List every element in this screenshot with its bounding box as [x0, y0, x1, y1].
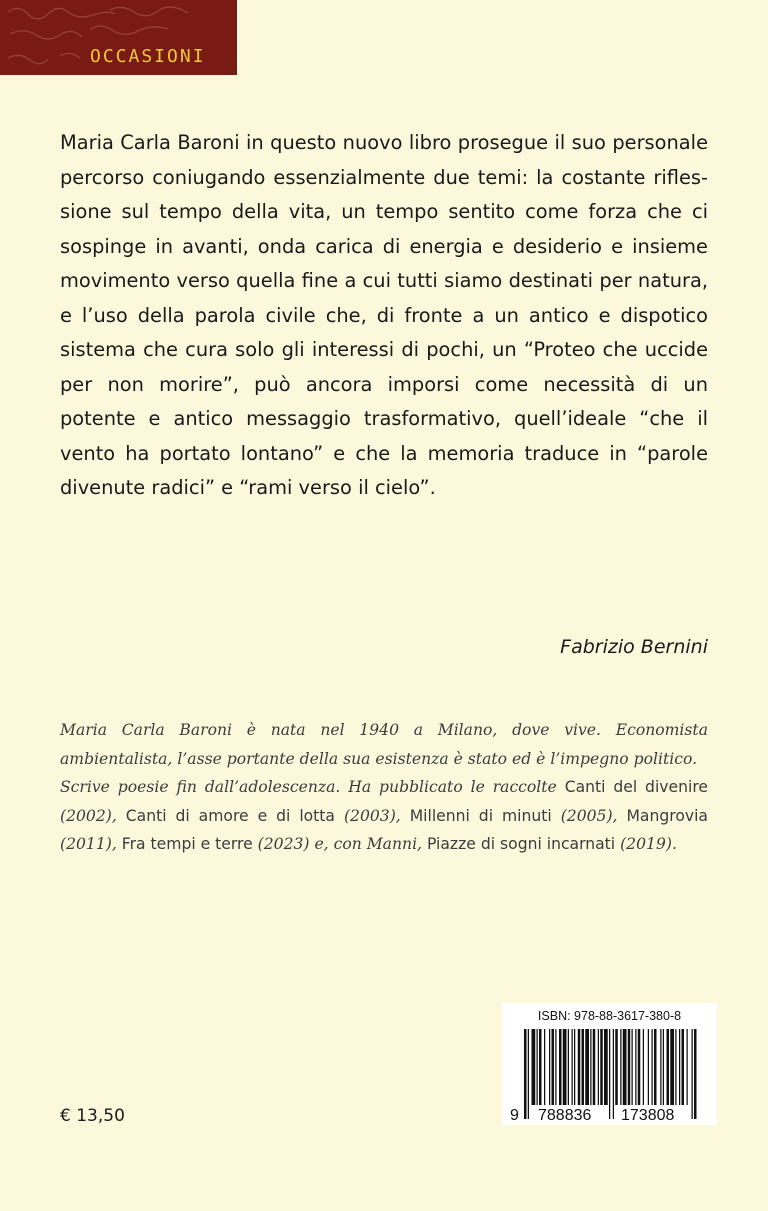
barcode-bar — [544, 1029, 545, 1105]
barcode-bar — [660, 1029, 661, 1105]
book-title: Fra tempi e terre — [121, 835, 253, 853]
barcode-bar — [582, 1029, 585, 1105]
barcode-bar — [692, 1029, 693, 1119]
barcode-bar — [652, 1029, 653, 1105]
barcode-bar — [675, 1029, 676, 1105]
barcode-bar — [590, 1029, 591, 1105]
price: € 13,50 — [60, 1106, 125, 1126]
book-title: Piazze di sogni incarnati — [426, 835, 616, 853]
barcode-bar — [532, 1029, 536, 1105]
barcode-bar — [598, 1029, 599, 1105]
book-title: Millenni di minuti — [409, 806, 552, 825]
barcode-bar — [694, 1029, 697, 1119]
book-title: Canti del divenire — [564, 778, 708, 796]
barcode-bar — [667, 1029, 670, 1105]
barcode-bar — [539, 1029, 542, 1105]
book-year: (2023) e, con Manni, — [252, 835, 427, 853]
isbn-barcode — [502, 1003, 717, 1125]
barcode-bar — [654, 1029, 657, 1105]
barcode-bar — [585, 1029, 589, 1105]
barcode-bar — [670, 1029, 674, 1105]
barcode-bar — [578, 1029, 581, 1105]
series-label: OCCASIONI — [90, 46, 206, 67]
barcode-bar — [604, 1029, 608, 1105]
book-year: (2002), — [60, 806, 126, 825]
barcode-bar — [572, 1029, 573, 1105]
book-title: Canti di amore e di lotta — [125, 806, 335, 825]
barcode-bar — [613, 1029, 614, 1119]
ean-left-group: 788836 — [538, 1107, 592, 1124]
series-banner — [0, 0, 237, 75]
book-year: (2003), — [334, 806, 410, 825]
author-bio — [60, 716, 708, 859]
barcode-bar — [574, 1029, 575, 1105]
barcode-bar — [663, 1029, 664, 1105]
barcode-bar — [632, 1029, 633, 1105]
book-title: Mangrovia — [626, 806, 708, 825]
barcode-bar — [687, 1029, 688, 1105]
isbn-label: ISBN: 978-88-3617-380-8 — [537, 1009, 682, 1023]
barcode-bar — [568, 1029, 569, 1105]
barcode-bar — [648, 1029, 649, 1105]
barcode-bar — [635, 1029, 636, 1105]
bio-publications-intro: Scrive poesie fin dall’adolescenza. Ha pubblicato le raccolte — [60, 778, 565, 796]
barcode-bar — [528, 1029, 529, 1119]
back-cover-blurb: Maria Carla Baroni in questo nuovo libro prosegue il suo personale percorso coniugando essenzialmente due temi: la costante rifles-sione sul tempo della vita, un tempo sentito come forza che ci sospinge in avanti, onda carica di energia e desiderio e insieme movimento verso quella fine a cui tutti siamo destinati per natura, e l’uso della parola civile che, di fronte a un antico e dispotico sistema che cura solo gli interessi di pochi, un “Proteo che uccide per non morire”, può ancora imporsi come necessità di un potente e antico messaggio trasformativo, quell’ideale “che il vento ha portato lontano” e che la memoria traduce in “parole divenute radici” e “rami verso il cielo”. — [60, 131, 708, 499]
book-year: (2005), — [551, 806, 627, 825]
barcode-bar — [555, 1029, 556, 1105]
barcode-bar — [679, 1029, 680, 1105]
blurb-author: Fabrizio Bernini — [560, 636, 708, 658]
ean-first-digit: 9 — [510, 1107, 519, 1124]
barcode-bar — [623, 1029, 627, 1105]
barcode-bar — [682, 1029, 685, 1105]
barcode-bar — [524, 1029, 527, 1119]
barcode-bar — [559, 1029, 562, 1105]
barcode-bar — [549, 1029, 550, 1105]
barcode-bar — [552, 1029, 555, 1105]
barcode-bar — [628, 1029, 631, 1105]
barcode-bar — [593, 1029, 596, 1105]
barcode-bar — [537, 1029, 538, 1105]
barcode-bars — [524, 1029, 699, 1119]
ean-right-group: 173808 — [621, 1107, 675, 1124]
barcode-bar — [609, 1029, 610, 1119]
barcode-bar — [643, 1029, 644, 1105]
barcode-bar — [600, 1029, 603, 1105]
book-year: (2019). — [615, 835, 677, 853]
barcode-bar — [638, 1029, 641, 1105]
barcode-bar — [563, 1029, 567, 1105]
barcode-bar — [615, 1029, 618, 1105]
bio-paragraph-1: Maria Carla Baroni è nata nel 1940 a Milano, dove vive. Economista ambientalista, l’asse portante della sua esistenza è stato ed è l’impegno politico. — [60, 721, 708, 768]
book-year: (2011), — [60, 835, 122, 853]
barcode-bar — [620, 1029, 621, 1105]
